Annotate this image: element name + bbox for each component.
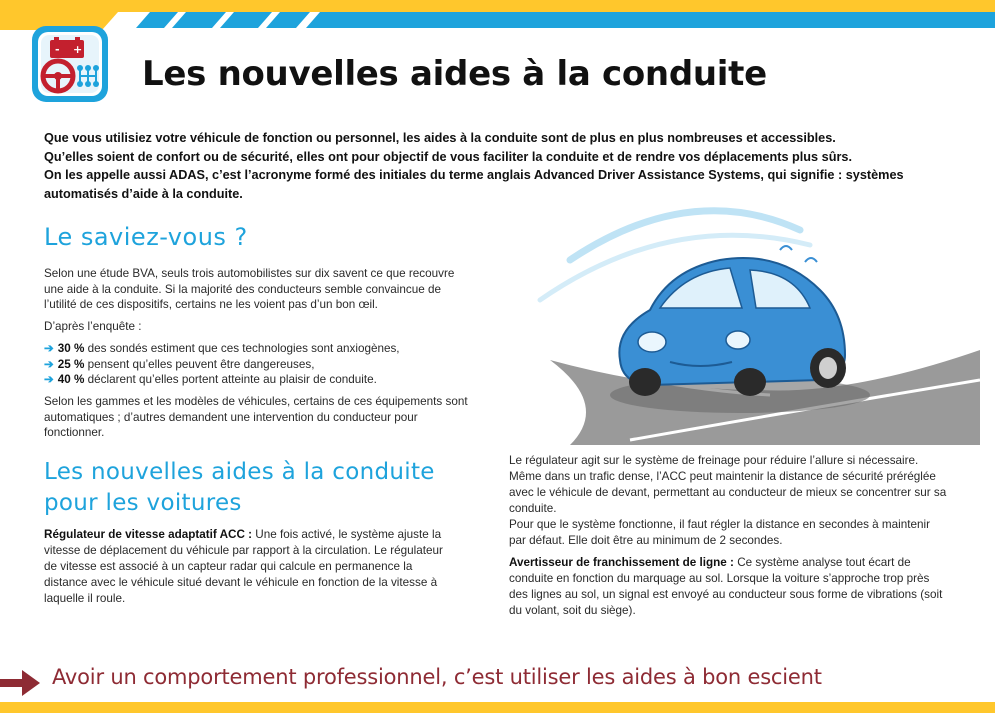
page-title: Les nouvelles aides à la conduite (142, 54, 767, 94)
stat-text: pensent qu’elles peuvent être dangereuses, (84, 357, 315, 371)
stat-text: déclarent qu’elles portent atteinte au plaisir de conduite. (84, 373, 377, 387)
section-heading-line-2: pour les voitures (44, 490, 242, 516)
saviez-paragraph-1: Selon une étude BVA, seuls trois automobilistes sur dix savent ce que recouvre une aide à la conduite. Si la majorité des conducteurs semble convaincue de l’utilité de ces dispositifs, certains ne les voient pas d’un bon œil. (44, 267, 455, 312)
lane-title: Avertisseur de franchissement de ligne : (509, 556, 734, 569)
svg-text:-: - (55, 43, 60, 56)
lane-text: Ce système analyse tout écart de conduite en fonction du marquage au sol. Lorsque la voiture s’approche trop près des lignes au sol, un signal est envoyé au conducteur sous forme de vibrations (soit du volant, soit du siège). (509, 556, 943, 617)
acc-paragraph (44, 527, 456, 607)
footer (0, 662, 995, 702)
intro-line-3: On les appelle aussi ADAS, c’est l’acronyme formé des initiales du terme anglais Advanced Driver Assistance Systems, qui signifie : systèmes automatisés d’aide à la conduite. (44, 168, 904, 201)
section-heading-saviez: Le saviez-vous ? (44, 223, 248, 251)
saviez-enquete-label: D’après l’enquête : (44, 320, 142, 334)
intro-line-2: Qu’elles soient de confort ou de sécurité, elles ont pour objectif de vous faciliter la conduite et de rendre vos déplacements plus sûrs. (44, 149, 852, 164)
list-item (44, 341, 472, 357)
stat-percent: 25 % (57, 357, 85, 371)
bottom-decorative-band (0, 702, 995, 713)
arrow-right-icon: ➔ (44, 357, 54, 371)
survey-bullets (44, 341, 472, 388)
stat-percent: 30 % (57, 341, 85, 355)
list-item (44, 357, 472, 373)
right-column (509, 453, 949, 619)
arrow-right-icon (0, 670, 40, 696)
arrow-right-icon: ➔ (44, 373, 54, 387)
saviez-paragraph-2: Selon les gammes et les modèles de véhicules, certains de ces équipements sont automatiques ; d’autres demandent une intervention du conducteur pour fonctionner. (44, 394, 468, 440)
intro-line-1: Que vous utilisiez votre véhicule de fonction ou personnel, les aides à la conduite sont de plus en plus nombreuses et accessibles. (44, 131, 836, 145)
right-paragraph-2: Pour que le système fonctionne, il faut régler la distance en secondes à maintenir par défaut. Elle doit être au minimum de 2 secondes. (509, 518, 930, 547)
car-illustration (510, 190, 980, 450)
top-decorative-band (0, 0, 995, 30)
stat-percent: 40 % (57, 373, 85, 387)
acc-text: Une fois activé, le système ajuste la vitesse de déplacement du véhicule par rapport à la circulation. Le régulateur de vitesse est associé à un capteur radar qui calcule en permanence la distance avec le véhicule situé devant le véhicule en fonction de la vitesse à laquelle il roule. (44, 528, 443, 605)
section-heading-line-1: Les nouvelles aides à la conduite (44, 459, 435, 485)
list-item (44, 372, 472, 388)
section-heading-aides (44, 457, 435, 519)
stat-text: des sondés estiment que ces technologies sont anxiogènes, (84, 341, 400, 355)
saviez-section (44, 266, 472, 441)
car-dashboard-icon (30, 24, 110, 104)
arrow-right-icon: ➔ (44, 341, 54, 355)
acc-title: Régulateur de vitesse adaptatif ACC : (44, 528, 253, 541)
svg-text:+: + (73, 43, 83, 56)
right-paragraph-1: Le régulateur agit sur le système de freinage pour réduire l’allure si nécessaire. Même dans un trafic dense, l’ACC peut maintenir la distance de sécurité préréglée avec le véhicule de devant, permettant au conducteur de mieux se concentrer sur sa conduite. (509, 454, 947, 515)
footer-text: Avoir un comportement professionnel, c’est utiliser les aides à bon escient (52, 665, 822, 689)
